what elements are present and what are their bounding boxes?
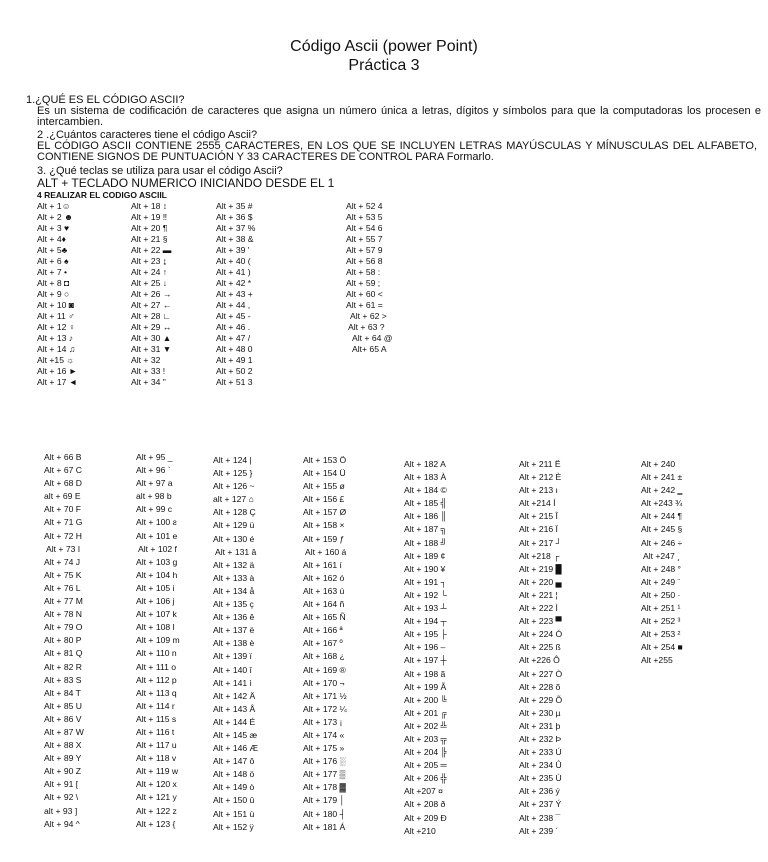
code-entry: Alt +243 ¾ (641, 498, 683, 509)
code-entry: Alt + 151 ù (213, 808, 255, 819)
code-entry: Alt + 33 ! (131, 366, 166, 376)
top-column-2 (131, 201, 171, 388)
code-entry: Alt + 188 ╝ (404, 537, 447, 548)
code-entry: Alt + 75 K (44, 569, 82, 580)
code-entry: Alt + 172 ¼ (303, 703, 347, 714)
code-entry: Alt + 173 ¡ (303, 716, 343, 727)
code-entry: Alt + 41 ) (216, 267, 251, 277)
code-entry: Alt + 31 ▼ (131, 344, 172, 354)
code-entry: Alt + 216 Ï (519, 524, 558, 535)
code-entry: Alt + 24 ↑ (131, 267, 168, 277)
code-entry: Alt + 192 └ (404, 589, 447, 600)
code-entry: Alt + 106 j (136, 596, 175, 607)
code-entry: Alt + 220 ▄ (519, 576, 562, 587)
code-entry: Alt + 228 õ (519, 681, 561, 692)
code-entry: alt + 93 ] (44, 805, 78, 816)
code-entry: Alt + 142 Ä (213, 690, 256, 701)
code-entry: Alt + 141 ì (213, 677, 252, 688)
code-entry: Alt + 21 § (131, 234, 168, 244)
code-entry: Alt + 191 ┐ (404, 576, 447, 587)
code-entry: Alt + 96 ` (136, 465, 171, 476)
code-entry: Alt + 113 q (136, 687, 177, 698)
code-entry: Alt + 109 m (136, 635, 180, 646)
top-column-1 (37, 201, 77, 388)
code-entry: Alt + 167 º (303, 638, 343, 649)
code-entry: Alt + 240 (641, 459, 676, 469)
code-entry: Alt + 223 ▀ (519, 616, 562, 627)
code-entry: Alt + 122 z (136, 805, 177, 816)
code-entry: Alt + 254 ■ (641, 642, 683, 653)
code-entry: Alt + 36 $ (216, 212, 253, 222)
code-entry: Alt + 78 N (44, 609, 82, 620)
code-entry: Alt + 253 ² (641, 629, 681, 640)
code-entry: Alt + 248 ° (641, 563, 681, 574)
code-entry: Alt + 11 ♂ (37, 311, 75, 321)
code-entry: Alt + 168 ¿ (303, 651, 345, 662)
code-entry: Alt + 70 F (44, 504, 82, 515)
code-entry: Alt + 61 = (346, 300, 383, 310)
code-entry: Alt + 211 Ë (519, 459, 561, 469)
code-entry: Alt + 123 { (136, 818, 176, 829)
code-entry: Alt + 58 : (346, 267, 381, 277)
code-entry: Alt + 203 ╦ (404, 733, 447, 744)
question-2: 2 .¿Cuántos caracteres tiene el código Ascii? (37, 129, 258, 141)
bottom-column-1 (44, 451, 84, 831)
code-entry: alt + 69 E (44, 491, 81, 502)
code-entry: Alt + 101 e (136, 530, 178, 541)
code-entry: Alt + 233 Ú (519, 747, 562, 758)
bottom-column-6 (519, 458, 562, 838)
code-entry: Alt + 244 ¶ (641, 511, 683, 522)
code-entry: Alt + 45 - (216, 311, 251, 321)
code-entry: Alt + 23 ↨ (131, 256, 168, 266)
code-entry: Alt + 10 ◙ (37, 300, 74, 310)
code-entry: Alt + 206 ╬ (404, 773, 447, 784)
answer-3: ALT + TECLADO NUMERICO INICIANDO DESDE EL 1 (37, 176, 335, 190)
code-entry: Alt + 198 ã (404, 668, 446, 679)
code-entry: Alt + 197 ┼ (404, 655, 447, 666)
code-entry: Alt + 55 7 (346, 234, 383, 244)
code-entry: Alt + 87 W (44, 726, 84, 737)
code-entry: Alt + 57 9 (346, 245, 383, 255)
code-entry: Alt + 163 ú (303, 585, 345, 596)
code-entry: Alt + 133 à (213, 572, 255, 583)
code-entry: Alt + 180 ┤ (303, 808, 346, 819)
code-entry: Alt + 62 > (350, 311, 387, 321)
code-entry: Alt + 237 Ý (519, 799, 562, 810)
code-entry: Alt + 208 ð (404, 799, 446, 810)
code-entry: Alt + 104 h (136, 569, 178, 580)
code-entry: Alt + 119 w (136, 766, 179, 777)
code-entry: Alt + 250 · (641, 589, 681, 600)
code-entry: Alt + 53 5 (346, 212, 383, 222)
code-entry: Alt + 165 Ñ (303, 612, 346, 623)
title-line-2: Práctica 3 (348, 57, 420, 74)
code-entry: Alt + 157 Ø (303, 507, 347, 518)
code-entry: Alt + 140 î (213, 664, 252, 675)
code-entry: Alt + 37 % (216, 223, 256, 233)
code-entry: Alt + 238 ¯ (519, 812, 561, 823)
code-entry: Alt + 209 Ð (404, 812, 447, 823)
code-entry: Alt + 179 │ (303, 795, 345, 806)
code-entry: Alt + 49 1 (216, 355, 253, 365)
code-entry: Alt + 245 § (641, 524, 683, 535)
code-entry: Alt + 77 M (44, 596, 83, 607)
code-entry: Alt + 48 0 (216, 344, 253, 354)
question-3: 3. ¿Qué teclas se utiliza para usar el código Ascii? (37, 165, 283, 177)
code-entry: Alt + 73 I (46, 543, 81, 554)
bottom-column-3 (213, 454, 258, 834)
code-entry: Alt + 183 À (404, 472, 447, 483)
code-entry: Alt + 138 è (213, 638, 255, 649)
code-entry: Alt + 19 ‼ (131, 212, 168, 222)
code-entry: Alt + 144 É (213, 716, 256, 727)
code-entry: Alt + 107 k (136, 609, 177, 620)
code-entry: Alt + 12 ♀ (37, 322, 76, 332)
code-entry: Alt + 143 Å (213, 703, 256, 714)
code-entry: Alt + 236 ý (519, 786, 560, 797)
code-entry: Alt + 169 ® (303, 664, 346, 675)
code-entry: Alt + 219 █ (519, 563, 562, 574)
code-entry: Alt + 159 ƒ (303, 533, 345, 544)
code-entry: Alt + 225 ß (519, 642, 561, 653)
code-entry: Alt + 25 ↓ (131, 278, 168, 288)
code-entry: Alt +226 Ô (519, 655, 560, 666)
code-entry: Alt + 60 < (346, 289, 383, 299)
code-entry: Alt + 20 ¶ (131, 223, 168, 233)
code-entry: Alt + 1☺ (37, 201, 71, 211)
code-entry: Alt + 105 i (136, 582, 175, 593)
code-entry: Alt + 160 á (305, 546, 347, 557)
code-entry: Alt + 95 _ (136, 452, 173, 462)
code-entry: Alt + 114 r (136, 700, 175, 711)
code-entry: Alt + 182 A (404, 459, 446, 469)
code-entry: Alt + 14 ♫ (37, 344, 76, 354)
code-entry: Alt +15 ☼ (37, 355, 75, 365)
code-entry: Alt + 32 (131, 355, 161, 365)
code-entry: Alt + 171 ½ (303, 690, 347, 701)
code-entry: Alt + 170 ¬ (303, 677, 345, 688)
code-entry: Alt + 231 þ (519, 720, 561, 731)
code-entry: Alt + 145 æ (213, 729, 258, 740)
code-entry: Alt + 146 Æ (213, 743, 259, 754)
code-entry: Alt + 64 @ (352, 333, 393, 343)
answer-1: Es un sistema de codificación de caracteres que asigna un número única a letras, dígitos y símbolos para que la computadoras los procesen e intercambien. (37, 105, 761, 128)
code-entry: Alt + 84 T (44, 687, 81, 698)
code-entry: Alt + 7 • (37, 267, 67, 277)
code-entry: Alt + 4♦ (37, 234, 66, 244)
code-entry: Alt + 18 ↕ (131, 201, 168, 211)
code-entry: Alt + 6 ♠ (37, 256, 69, 266)
code-entry: Alt + 187 ╗ (404, 524, 447, 535)
code-entry: Alt + 34 " (131, 377, 166, 387)
question-1: 1.¿QUÉ ES EL CÓDIGO ASCII? (26, 94, 185, 106)
code-entry: Alt + 185 ╣ (404, 498, 447, 509)
code-entry: Alt + 82 R (44, 661, 82, 672)
code-entry: Alt + 100 ƨ (136, 517, 177, 528)
code-entry: Alt +210 (404, 825, 436, 836)
code-entry: Alt + 153 Ö (303, 455, 347, 465)
code-entry: Alt + 230 µ (519, 707, 561, 718)
code-entry: Alt + 90 Z (44, 766, 82, 777)
code-entry: Alt + 66 B (44, 452, 82, 462)
code-entry: Alt + 201 ╔ (404, 707, 447, 718)
code-entry: Alt + 27 ← (131, 300, 172, 310)
code-entry: Alt + 13 ♪ (37, 333, 74, 343)
bottom-column-2 (136, 451, 180, 831)
code-entry: Alt + 29 ↔ (131, 322, 172, 332)
code-entry: Alt + 86 V (44, 713, 82, 724)
code-entry: Alt + 235 Ù (519, 773, 562, 784)
code-entry: Alt + 51 3 (216, 377, 253, 387)
code-entry: Alt + 178 ▓ (303, 782, 346, 793)
code-entry: Alt + 67 C (44, 465, 82, 476)
code-entry: Alt + 249 ¨ (641, 576, 681, 587)
code-entry: Alt + 181 Á (303, 821, 346, 832)
code-entry: Alt + 72 H (44, 530, 82, 541)
code-entry: Alt + 190 ¥ (404, 563, 446, 574)
code-entry: Alt + 213 ı (519, 485, 558, 496)
code-entry: Alt + 129 ü (213, 520, 255, 531)
code-entry: Alt + 135 ç (213, 599, 254, 610)
code-entry: Alt+ 65 A (352, 344, 387, 354)
code-entry: Alt + 176 ░ (303, 756, 346, 767)
code-entry: Alt + 110 n (136, 648, 177, 659)
code-entry: Alt + 28 ∟ (131, 311, 172, 321)
code-entry: Alt + 5♣ (37, 245, 68, 255)
title-line-1: Código Ascii (power Point) (290, 38, 478, 55)
top-column-3 (216, 201, 255, 388)
code-entry: Alt + 229 Õ (519, 694, 563, 705)
code-entry: Alt + 234 Û (519, 760, 562, 771)
code-entry: Alt + 88 X (44, 740, 82, 751)
code-entry: Alt + 63 ? (348, 322, 385, 332)
code-entry: Alt + 103 g (136, 556, 178, 567)
code-entry: Alt + 242 ‗ (641, 485, 683, 496)
code-entry: Alt + 149 ò (213, 782, 255, 793)
code-entry: Alt + 108 l (136, 622, 175, 633)
code-entry: Alt + 174 « (303, 729, 345, 740)
code-entry: Alt + 251 ¹ (641, 603, 681, 614)
code-entry: Alt + 215 Î (519, 511, 558, 522)
code-entry: Alt + 224 Ó (519, 629, 563, 640)
code-entry: Alt + 134 å (213, 585, 255, 596)
code-entry: Alt + 38 & (216, 234, 254, 244)
code-entry: Alt + 116 t (136, 726, 175, 737)
code-entry: Alt + 166 ª (303, 625, 343, 636)
code-entry: Alt + 217 ┘ (519, 537, 562, 548)
code-entry: Alt + 118 v (136, 753, 177, 764)
code-entry: Alt + 85 U (44, 700, 82, 711)
code-entry: Alt +214 Í (519, 498, 556, 509)
code-entry: Alt + 162 ó (303, 572, 345, 583)
code-entry: Alt + 199 Ã (404, 681, 447, 692)
code-entry: Alt + 40 ( (216, 256, 251, 266)
question-4-heading: 4 REALIZAR EL CODIGO ASCIIL (37, 190, 167, 200)
code-entry: Alt + 177 ▒ (303, 769, 346, 780)
code-entry: Alt + 112 p (136, 674, 177, 685)
code-entry: Alt + 46 . (216, 322, 251, 332)
code-entry: Alt + 124 | (213, 455, 252, 465)
code-entry: Alt + 137 ë (213, 625, 255, 636)
code-entry: Alt + 102 f (138, 543, 177, 554)
code-entry: Alt + 92 \ (44, 792, 79, 803)
code-entry: Alt + 35 # (216, 201, 253, 211)
code-entry: Alt + 39 ' (216, 245, 250, 255)
code-entry: Alt + 189 ¢ (404, 550, 446, 561)
code-entry: Alt + 99 c (136, 504, 173, 515)
code-entry: Alt + 111 o (136, 661, 177, 672)
code-entry: Alt + 17 ◄ (37, 377, 78, 387)
code-entry: alt + 127 ⌂ (213, 494, 254, 505)
code-entry: Alt + 30 ▲ (131, 333, 172, 343)
code-entry: Alt + 152 ÿ (213, 821, 254, 832)
code-entry: Alt + 154 Ü (303, 468, 346, 479)
code-entry: Alt + 130 é (213, 533, 255, 544)
code-entry: Alt + 2 ☻ (37, 212, 74, 222)
code-entry: Alt + 71 G (44, 517, 83, 528)
code-entry: Alt + 194 ┬ (404, 616, 447, 627)
code-entry: Alt + 68 D (44, 478, 82, 489)
code-entry: Alt + 121 y (136, 792, 177, 803)
bottom-column-5 (404, 458, 447, 838)
code-entry: Alt + 155 ø (303, 481, 345, 492)
code-entry: Alt + 139 ï (213, 651, 252, 662)
code-entry: Alt + 74 J (44, 556, 81, 567)
document-title (0, 37, 768, 75)
code-entry: Alt + 164 ñ (303, 599, 345, 610)
code-entry: Alt + 56 8 (346, 256, 383, 266)
code-entry: Alt + 222 Ì (519, 603, 558, 614)
code-entry: Alt + 9 ○ (37, 289, 70, 299)
code-entry: Alt + 115 s (136, 713, 177, 724)
code-entry: Alt + 16 ► (37, 366, 78, 376)
code-entry: Alt +247 ¸ (643, 550, 681, 561)
code-entry: Alt + 221 ¦ (519, 589, 558, 600)
code-entry: Alt + 227 Ò (519, 668, 563, 679)
code-entry: Alt + 161 í (303, 559, 342, 570)
code-entry: Alt + 8 ◘ (37, 278, 70, 288)
code-entry: Alt + 196 – (404, 642, 446, 653)
code-entry: Alt + 136 ê (213, 612, 255, 623)
code-entry: Alt + 200 ╚ (404, 694, 447, 705)
code-entry: Alt + 26 → (131, 289, 172, 299)
code-entry: Alt +207 ¤ (404, 786, 443, 797)
bottom-column-7 (641, 458, 683, 668)
code-entry: Alt + 3 ♥ (37, 223, 70, 233)
code-entry: Alt + 132 ä (213, 559, 255, 570)
code-entry: Alt + 158 × (303, 520, 345, 531)
code-entry: Alt + 241 ± (641, 472, 683, 483)
code-entry: Alt + 42 * (216, 278, 252, 288)
code-entry: Alt + 205 ═ (404, 760, 447, 771)
code-entry: Alt + 94 ^ (44, 818, 80, 829)
code-entry: Alt + 22 ▬ (131, 245, 172, 255)
code-entry: Alt + 156 £ (303, 494, 345, 505)
code-entry: Alt + 125 } (213, 468, 253, 479)
code-entry: Alt + 128 Ç (213, 507, 256, 518)
code-entry: Alt + 246 ÷ (641, 537, 683, 548)
code-entry: Alt + 47 / (216, 333, 251, 343)
code-entry: Alt + 44 , (216, 300, 251, 310)
code-entry: Alt + 79 O (44, 622, 83, 633)
code-entry: Alt + 239 ´ (519, 825, 559, 836)
code-entry: Alt + 175 » (303, 743, 345, 754)
code-entry: Alt + 97 a (136, 478, 173, 489)
code-entry: Alt + 184 © (404, 485, 447, 496)
code-entry: Alt +255 (641, 655, 673, 666)
code-entry: Alt + 147 ô (213, 756, 255, 767)
code-entry: Alt + 52 4 (346, 201, 383, 211)
bottom-column-4 (303, 454, 347, 834)
code-entry: Alt + 83 S (44, 674, 82, 685)
code-entry: Alt + 43 + (216, 289, 253, 299)
code-entry: Alt + 76 L (44, 582, 81, 593)
code-entry: Alt + 195 ├ (404, 629, 447, 640)
code-entry: Alt + 117 u (136, 740, 177, 751)
code-entry: Alt + 120 x (136, 779, 177, 790)
code-entry: Alt + 81 Q (44, 648, 83, 659)
code-entry: Alt + 232 Þ (519, 733, 562, 744)
code-entry: Alt + 54 6 (346, 223, 383, 233)
code-entry: Alt + 186 ║ (404, 511, 447, 522)
code-entry: Alt + 193 ┴ (404, 603, 447, 614)
code-entry: Alt + 252 ³ (641, 616, 681, 627)
code-entry: alt + 98 b (136, 491, 172, 502)
code-entry: Alt + 131 â (215, 546, 257, 557)
code-entry: Alt + 150 û (213, 795, 255, 806)
code-entry: Alt + 212 È (519, 472, 562, 483)
code-entry: Alt + 59 ; (346, 278, 381, 288)
code-entry: Alt + 89 Y (44, 753, 82, 764)
code-entry: Alt + 126 ~ (213, 481, 255, 492)
code-entry: Alt + 202 ╩ (404, 720, 447, 731)
top-column-4 (346, 201, 393, 355)
code-entry: Alt + 148 ö (213, 769, 255, 780)
code-entry: Alt + 50 2 (216, 366, 253, 376)
code-entry: Alt + 91 [ (44, 779, 79, 790)
code-entry: Alt +218 ┌ (519, 550, 560, 561)
answer-2: EL CÓDIGO ASCII CONTIENE 2555 CARACTERES, EN LOS QUE SE INCLUYEN LETRAS MAYÚSCULAS Y MÍNUSCULAS DEL ALFABETO, CONTIENE SIGNOS DE PUNTUACIÓN Y 33 CARACTERES DE CONTROL PARA Formarlo. (37, 140, 757, 163)
code-entry: Alt + 80 P (44, 635, 82, 646)
code-entry: Alt + 204 ╠ (404, 747, 447, 758)
